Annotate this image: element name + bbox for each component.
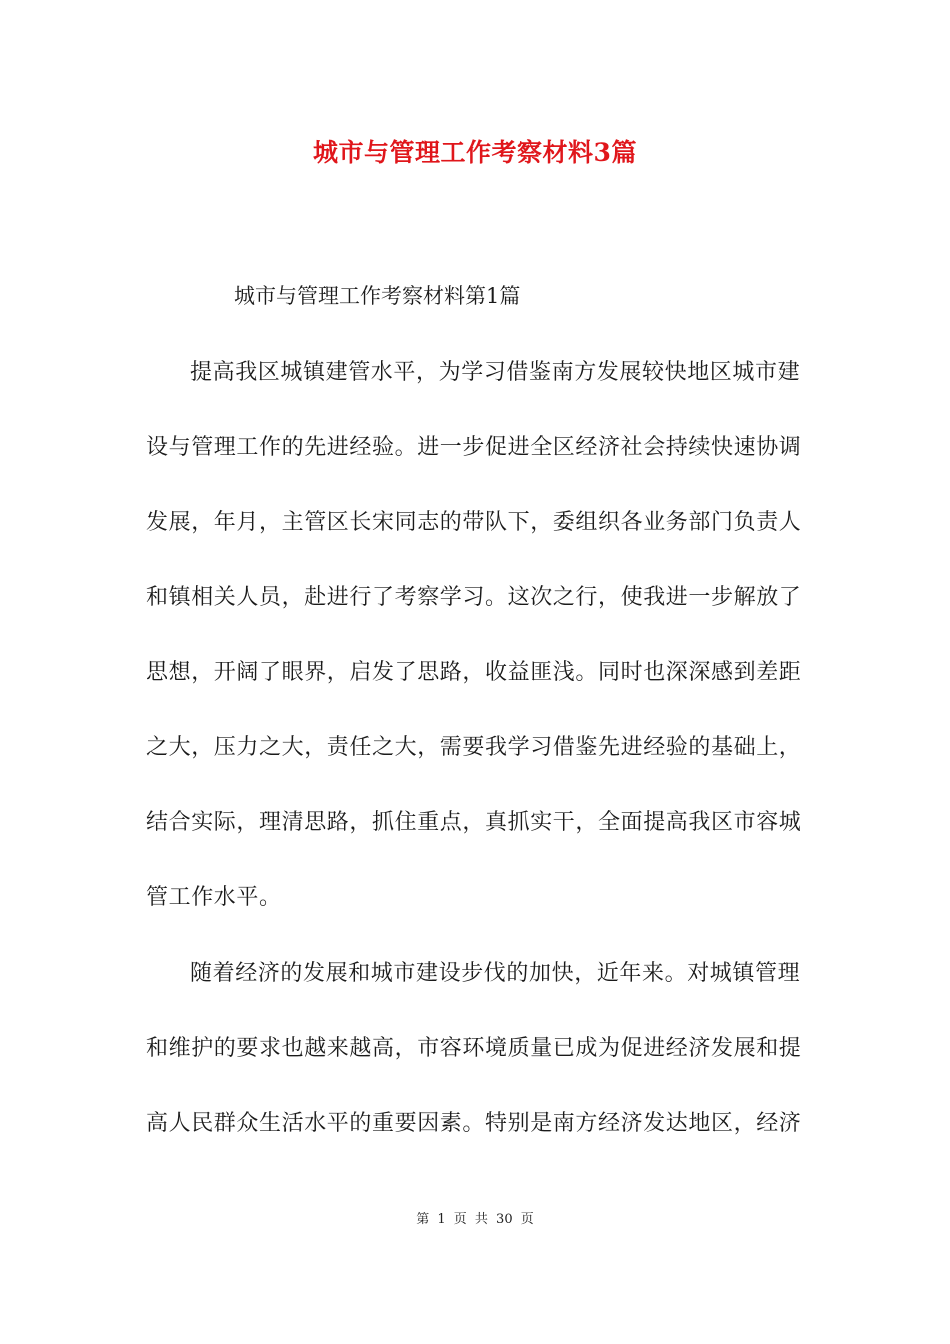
paragraph-line: 和镇相关人员，赴进行了考察学习。这次之行，使我进一步解放了 <box>146 585 802 610</box>
paragraph-line: 发展，年月，主管区长宋同志的带队下，委组织各业务部门负责人 <box>146 510 802 535</box>
section-title: 城市与管理工作考察材料第1篇 <box>234 284 521 308</box>
paragraph-line: 思想，开阔了眼界，启发了思路，收益匪浅。同时也深深感到差距 <box>146 660 802 685</box>
paragraph-line: 管工作水平。 <box>146 885 282 910</box>
paragraph-line: 和维护的要求也越来越高，市容环境质量已成为促进经济发展和提 <box>146 1036 802 1061</box>
paragraph-line: 结合实际，理清思路，抓住重点，真抓实干，全面提高我区市容城 <box>146 810 802 835</box>
paragraph-line: 设与管理工作的先进经验。进一步促进全区经济社会持续快速协调 <box>146 435 802 460</box>
page-footer: 第 1 页 共 30 页 <box>416 1212 534 1227</box>
paragraph-line: 随着经济的发展和城市建设步伐的加快，近年来。对城镇管理 <box>190 961 801 986</box>
paragraph-line: 高人民群众生活水平的重要因素。特别是南方经济发达地区，经济 <box>146 1111 802 1136</box>
paragraph-line: 之大，压力之大，责任之大，需要我学习借鉴先进经验的基础上， <box>146 735 802 760</box>
document-title: 城市与管理工作考察材料3篇 <box>313 138 637 167</box>
paragraph-line: 提高我区城镇建管水平，为学习借鉴南方发展较快地区城市建 <box>190 360 801 385</box>
